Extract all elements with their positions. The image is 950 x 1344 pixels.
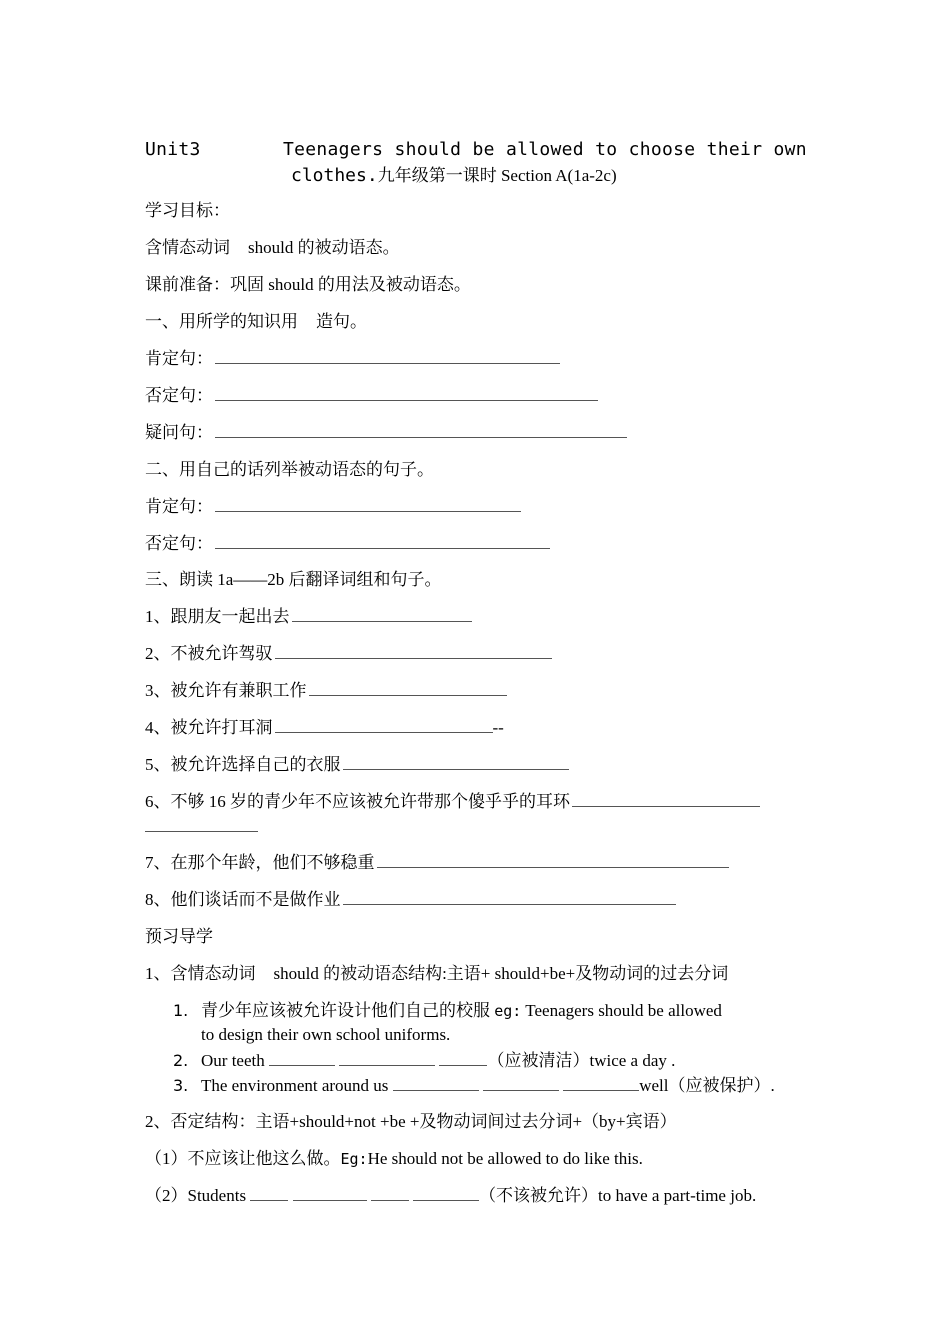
negative-example-2: [145, 1184, 756, 1208]
part3-heading: 三、朗读 1a——2b 后翻译词组和句子。: [145, 570, 442, 589]
answer-blank[interactable]: [269, 1051, 335, 1066]
translate-item: [145, 888, 676, 912]
answer-blank[interactable]: [339, 1051, 435, 1066]
answer-blank[interactable]: [413, 1186, 479, 1201]
title-line-2: [145, 163, 807, 189]
example-item-3: [173, 1074, 813, 1098]
negative-text: He should not be allowed to do like this.: [367, 1149, 643, 1168]
preview-heading: 预习导学: [145, 927, 213, 946]
negative-text: （2）Students: [145, 1186, 251, 1205]
part2-heading: 二、用自己的话列举被动语态的句子。: [145, 460, 434, 479]
answer-blank[interactable]: [250, 1186, 288, 1201]
item-number: 3.: [173, 1076, 189, 1095]
answer-blank[interactable]: [343, 890, 676, 905]
part1-heading-a: 一、用所学的知识用: [145, 312, 298, 331]
negative-example-1: [145, 1147, 643, 1171]
answer-line: [145, 347, 560, 371]
translate-item: [145, 679, 507, 703]
example-text: The environment around us: [201, 1076, 393, 1095]
objectives-label: 学习目标：: [145, 201, 230, 220]
example-text: Our teeth: [201, 1051, 269, 1070]
translate-item: [145, 642, 552, 666]
title-word: allowed: [505, 139, 584, 160]
answer-blank[interactable]: [343, 755, 569, 770]
title-clothes: clothes.: [291, 165, 378, 186]
answer-blank[interactable]: [275, 644, 552, 659]
negative-text: （不该被允许）to have a part-time job.: [479, 1186, 757, 1205]
answer-blank[interactable]: [215, 349, 560, 364]
answer-blank[interactable]: [215, 534, 550, 549]
example-item-2: [173, 1049, 813, 1073]
title-words: [283, 137, 807, 163]
translate-label: 4、被允许打耳洞: [145, 718, 273, 737]
title-word: Teenagers: [283, 139, 384, 160]
preview-structure-1: [145, 962, 728, 986]
example-item-1: [173, 999, 813, 1047]
prep-line: 课前准备：巩固 should 的用法及被动语态。: [145, 275, 471, 294]
answer-blank[interactable]: [371, 1186, 409, 1201]
title-word: be: [472, 139, 495, 160]
title-word: should: [394, 139, 462, 160]
answer-blank[interactable]: [309, 681, 507, 696]
answer-label: 肯定句：: [145, 349, 213, 368]
answer-line: [145, 532, 550, 556]
translate-item: [145, 753, 569, 777]
part1-heading: [145, 310, 367, 334]
title-line-1: [145, 137, 807, 163]
answer-blank[interactable]: [145, 817, 258, 832]
answer-label: 否定句：: [145, 534, 213, 553]
example-text: 青少年应该被允许设计他们自己的校服: [201, 1001, 495, 1020]
structure-1-b: should 的被动语态结构:主语+ should+be+及物动词的过去分词: [273, 964, 729, 983]
answer-line: [145, 384, 598, 408]
translate-item: [145, 790, 760, 814]
objective-line: [145, 236, 400, 260]
title-section: 九年级第一课时 Section A(1a-2c): [377, 166, 617, 185]
objective-text-a: 含情态动词: [145, 238, 230, 257]
preview-structure-2: 2、否定结构：主语+should+not +be +及物动词间过去分词+（by+宾语）: [145, 1112, 677, 1131]
title-word: to: [595, 139, 618, 160]
negative-eg: Eg:: [340, 1150, 368, 1168]
translate-label: 6、不够 16 岁的青少年不应该被允许带那个傻乎乎的耳环: [145, 792, 570, 811]
answer-blank[interactable]: [439, 1051, 487, 1066]
answer-label: 否定句：: [145, 386, 213, 405]
answer-blank[interactable]: [483, 1076, 559, 1091]
item-number: 2.: [173, 1051, 189, 1070]
answer-blank[interactable]: [563, 1076, 639, 1091]
title-word: choose: [628, 139, 696, 160]
translate-suffix: --: [492, 718, 504, 737]
translate-label: 2、不被允许驾驭: [145, 644, 273, 663]
example-text: （应被清洁）twice a day .: [487, 1051, 676, 1070]
translate-label: 8、他们谈话而不是做作业: [145, 890, 341, 909]
part1-heading-b: 造句。: [316, 312, 367, 331]
translate-label: 3、被允许有兼职工作: [145, 681, 307, 700]
translate-label: 7、在那个年龄，他们不够稳重: [145, 853, 375, 872]
answer-blank[interactable]: [215, 423, 627, 438]
example-eg: eg:: [494, 1002, 522, 1020]
objective-text-b: should 的被动语态。: [248, 238, 400, 257]
answer-blank[interactable]: [572, 792, 760, 807]
translate-item: [145, 605, 472, 629]
negative-text: （1）不应该让他这么做。: [145, 1149, 341, 1168]
answer-blank[interactable]: [293, 1186, 367, 1201]
document-title: [145, 137, 807, 189]
answer-blank[interactable]: [215, 497, 521, 512]
answer-label: 疑问句：: [145, 423, 213, 442]
answer-blank[interactable]: [292, 607, 472, 622]
answer-blank[interactable]: [393, 1076, 479, 1091]
title-unit: Unit3: [145, 139, 201, 160]
answer-blank[interactable]: [215, 386, 598, 401]
translate-label: 1、跟朋友一起出去: [145, 607, 290, 626]
answer-label: 肯定句：: [145, 497, 213, 516]
example-text: well（应被保护）.: [639, 1076, 775, 1095]
answer-line: [145, 495, 521, 519]
item-number: 1.: [173, 1001, 189, 1020]
example-text: to design their own school uniforms.: [201, 1025, 451, 1044]
title-word: own: [773, 139, 807, 160]
structure-1-a: 1、含情态动词: [145, 964, 256, 983]
answer-blank[interactable]: [275, 718, 493, 733]
translate-item-continuation: [145, 815, 258, 839]
example-text: Teenagers should be allowed: [521, 1001, 722, 1020]
title-word: their: [706, 139, 763, 160]
answer-blank[interactable]: [377, 853, 729, 868]
answer-line: [145, 421, 627, 445]
translate-item: [145, 716, 504, 740]
translate-label: 5、被允许选择自己的衣服: [145, 755, 341, 774]
translate-item: [145, 851, 729, 875]
